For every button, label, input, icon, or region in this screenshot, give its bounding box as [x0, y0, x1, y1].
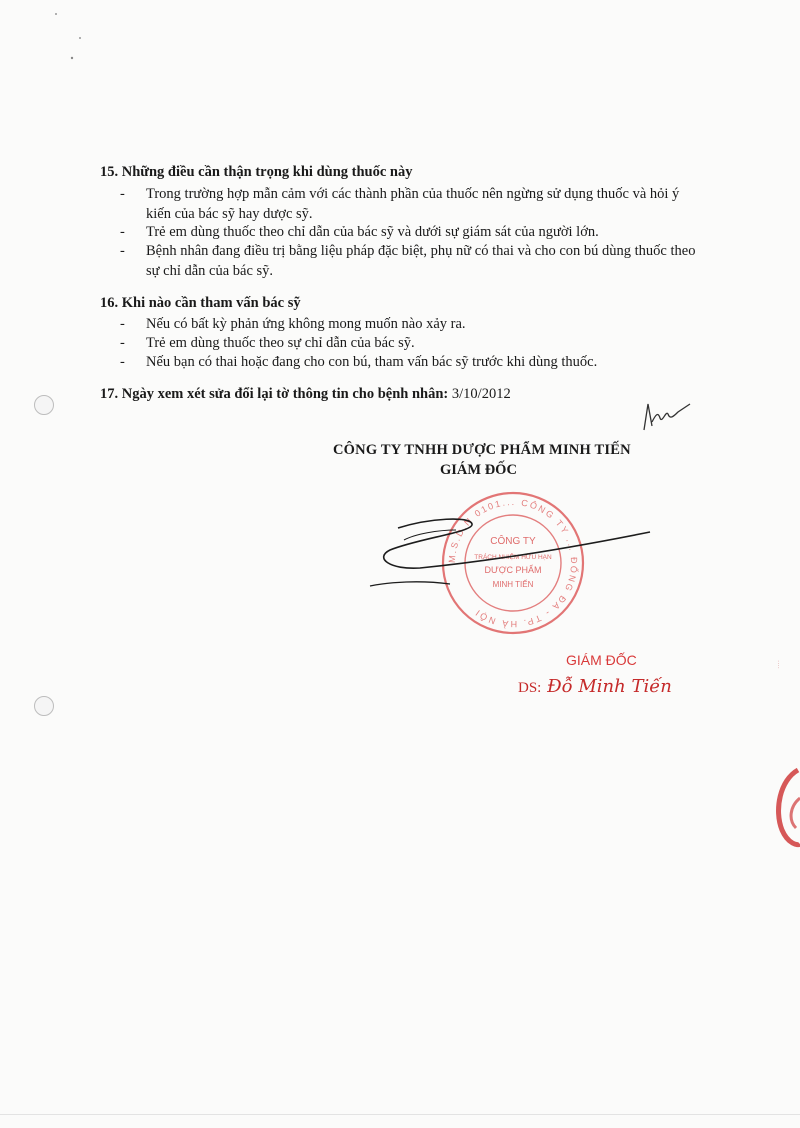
seal-line-3: DƯỢC PHẨM — [484, 565, 542, 575]
section-17 — [100, 386, 511, 403]
item-text: Bệnh nhân đang điều trị bằng liệu pháp đặc biệt, phụ nữ có thai và cho con bú dùng thuốc theo sự chỉ dẫn của bác sỹ. — [146, 243, 696, 279]
section-15-item-3 — [120, 241, 720, 281]
edge-stamp-fragment — [760, 630, 800, 870]
item-text: Trẻ em dùng thuốc theo sự chỉ dẫn của bác sỹ. — [146, 335, 415, 351]
name-stamp-title: GIÁM ĐỐC — [566, 652, 637, 668]
section-15-item-1 — [120, 184, 720, 224]
seal-line-1: CÔNG TY — [490, 536, 536, 547]
name-stamp-signature: Đỗ Minh Tiến — [547, 676, 672, 697]
section-16-item-3 — [120, 352, 720, 372]
section-15-item-2 — [120, 222, 720, 242]
section-17-label: 17. Ngày xem xét sửa đổi lại tờ thông tin cho bệnh nhân: — [100, 386, 449, 402]
item-text: Nếu bạn có thai hoặc đang cho con bú, tham vấn bác sỹ trước khi dùng thuốc. — [146, 354, 598, 370]
section-16-item-2 — [120, 333, 720, 353]
bullet-dash: - — [120, 224, 125, 240]
section-16-item-1 — [120, 314, 720, 334]
bullet-dash: - — [120, 354, 125, 370]
item-text: Trong trường hợp mẫn cảm với các thành phần của thuốc nên ngừng sử dụng thuốc và hỏi ý kiến của bác sỹ hay dược sỹ. — [146, 186, 680, 222]
bullet-dash: - — [120, 316, 125, 332]
bullet-dash: - — [120, 186, 125, 202]
punch-hole-upper — [34, 395, 54, 415]
name-stamp-prefix: DS: — [518, 680, 542, 696]
item-text: Nếu có bất kỳ phản ứng không mong muốn nào xảy ra. — [146, 316, 466, 332]
svg-text:....: .... — [776, 660, 785, 669]
seal-line-4: MINH TIẾN — [492, 580, 534, 589]
company-name: CÔNG TY TNHH DƯỢC PHẨM MINH TIẾN — [333, 442, 631, 458]
section-16-heading: 16. Khi nào cần tham vấn bác sỹ — [100, 295, 301, 311]
revision-date: 3/10/2012 — [451, 386, 511, 402]
director-title: GIÁM ĐỐC — [440, 462, 517, 478]
bullet-dash: - — [120, 243, 125, 259]
director-signature — [360, 510, 660, 600]
initials-signature — [638, 400, 698, 436]
seal-line-2: TRÁCH NHIỆM HỮU HẠN — [474, 554, 552, 561]
bullet-dash: - — [120, 335, 125, 351]
name-stamp — [518, 676, 672, 697]
item-text: Trẻ em dùng thuốc theo chỉ dẫn của bác sỹ và dưới sự giám sát của người lớn. — [146, 224, 599, 240]
page-bottom-edge — [0, 1114, 800, 1115]
scan-speckles — [0, 0, 120, 70]
seal-ring-text: M.S.D.N 0101... CÔNG TY ... ĐỐNG ĐA - TP. HÀ NỘI — [446, 496, 580, 630]
section-15-heading: 15. Những điều cần thận trọng khi dùng thuốc này — [100, 164, 413, 180]
punch-hole-lower — [34, 696, 54, 716]
